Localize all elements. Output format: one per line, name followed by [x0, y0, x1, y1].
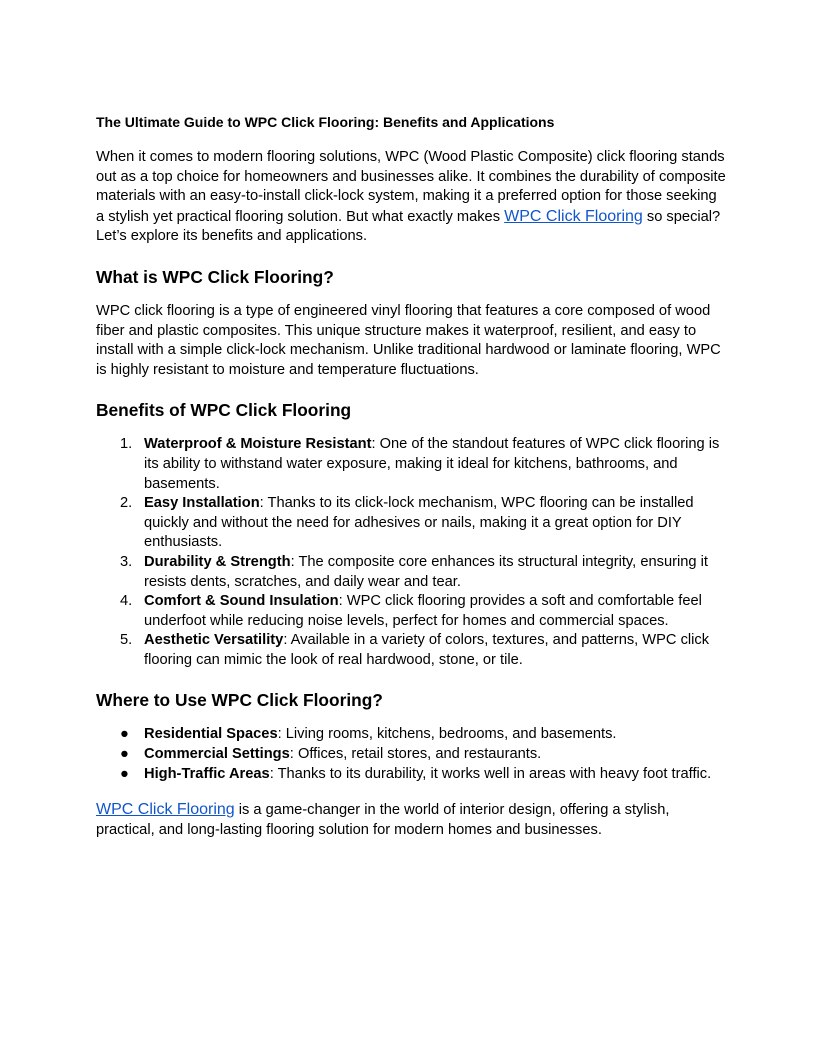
- benefit-term: Durability & Strength: [144, 553, 291, 570]
- use-item: [96, 765, 726, 785]
- use-desc: : Offices, retail stores, and restaurants.: [289, 746, 542, 763]
- benefit-desc: : Thanks to its click-lock mechanism, WPC flooring can be installed quickly and without the need for adhesives or nails, making it a great option for DIY enthusiasts.: [144, 495, 694, 551]
- closing-wpc-link[interactable]: WPC Click Flooring: [96, 801, 235, 819]
- bullet-icon: ●: [120, 726, 129, 743]
- benefit-number: 2.: [120, 495, 133, 512]
- uses-list: [96, 725, 726, 784]
- closing-text: is a game-changer in the world of interior design, offering a stylish, practical, and long-lasting flooring solution for modern homes and businesses.: [96, 802, 670, 838]
- closing-paragraph: [96, 800, 726, 840]
- bullet-icon: ●: [120, 765, 129, 782]
- benefit-number: 3.: [120, 553, 133, 570]
- intro-paragraph: [96, 148, 726, 247]
- benefit-item: [96, 494, 726, 553]
- benefit-term: Easy Installation: [144, 495, 260, 512]
- benefit-desc: : WPC click flooring provides a soft and comfortable feel underfoot while reducing noise levels, perfect for homes and commercial spaces.: [144, 593, 702, 629]
- benefit-term: Comfort & Sound Insulation: [144, 593, 339, 610]
- benefits-heading: Benefits of WPC Click Flooring: [96, 400, 352, 421]
- use-desc: : Thanks to its durability, it works well in areas with heavy foot traffic.: [269, 765, 712, 782]
- benefit-item: [96, 592, 726, 631]
- where-heading: Where to Use WPC Click Flooring?: [96, 690, 383, 711]
- benefit-desc: : The composite core enhances its structural integrity, ensuring it resists dents, scratches, and daily wear and tear.: [144, 553, 708, 590]
- bullet-icon: ●: [120, 746, 129, 763]
- benefit-item: [96, 553, 726, 592]
- benefit-term: Waterproof & Moisture Resistant: [144, 436, 372, 453]
- benefit-desc: : One of the standout features of WPC click flooring is its ability to withstand water exposure, making it ideal for kitchens, bathrooms, and basements.: [144, 436, 720, 492]
- benefit-desc: : Available in a variety of colors, textures, and patterns, WPC click flooring can mimic the look of real hardwood, stone, or tile.: [144, 632, 710, 668]
- benefit-item: [96, 631, 726, 670]
- document-page: [96, 108, 726, 840]
- intro-wpc-link[interactable]: WPC Click Flooring: [504, 207, 643, 225]
- use-term: Commercial Settings: [144, 746, 290, 763]
- benefit-number: 4.: [120, 593, 133, 610]
- what-paragraph: WPC click flooring is a type of engineered vinyl flooring that features a core composed of wood fiber and plastic composites. This unique structure makes it waterproof, resilient, and easy to install with a simple click-lock mechanism. Unlike traditional hardwood or laminate flooring, WPC is highly resistant to moisture and temperature fluctuations.: [96, 302, 721, 378]
- use-item: [96, 725, 726, 745]
- intro-text-before-link: When it comes to modern flooring solutions, WPC (Wood Plastic Composite) click flooring stands out as a top choice for homeowners and businesses alike. It combines the durability of composite materials with an easy-to-install click-lock system, making it a preferred option for those seeking a stylish yet practical flooring solution. But what exactly makes: [96, 149, 726, 225]
- document-title: The Ultimate Guide to WPC Click Flooring: Benefits and Applications: [96, 114, 555, 130]
- use-term: High-Traffic Areas: [144, 765, 270, 782]
- what-heading: What is WPC Click Flooring?: [96, 266, 334, 287]
- benefit-number: 5.: [120, 632, 133, 649]
- benefit-number: 1.: [120, 436, 133, 453]
- use-desc: : Living rooms, kitchens, bedrooms, and basements.: [277, 726, 617, 743]
- benefit-term: Aesthetic Versatility: [144, 632, 284, 649]
- use-term: Residential Spaces: [144, 726, 278, 743]
- use-item: [96, 745, 726, 765]
- intro-text-after-link: so special? Let’s explore its benefits and applications.: [96, 208, 721, 245]
- benefits-list: [96, 435, 726, 670]
- benefit-item: [96, 435, 726, 494]
